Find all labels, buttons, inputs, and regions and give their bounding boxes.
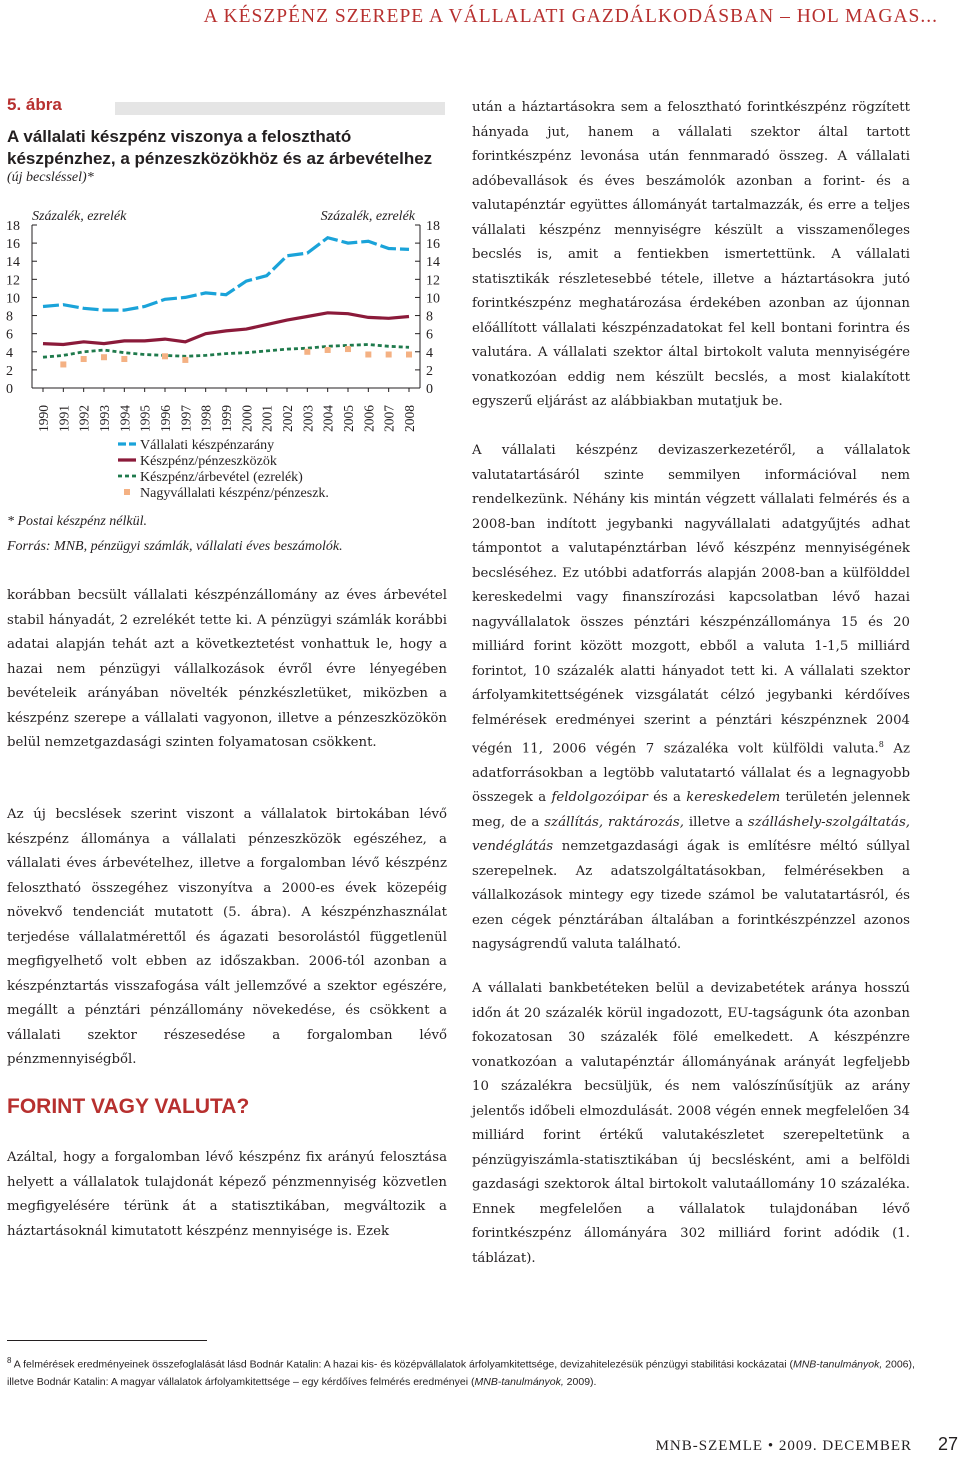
x-tick-label: 1991 [56,405,72,432]
footnote-rule [7,1340,207,1341]
y-tick-label-right: 12 [426,273,440,289]
x-tick-label: 1996 [158,405,173,432]
x-tick-label: 2005 [341,405,356,432]
legend-entry: Készpénz/árbevétel (ezrelék) [140,470,303,485]
journal-footer: MNB-SZEMLE • 2009. DECEMBER [655,1438,912,1454]
x-tick-label: 2006 [361,405,377,432]
left-paragraph-3: Azáltal, hogy a forgalomban lévő készpénz fix arányú felosztása helyett a vállalatok tulajdonát képező pénzmennyiség közvetlen megfigyelésére térünk át a statisztikában, megváltozik a háztartásoknál kimutatott készpénz mennyisége is. Ezek [7,1150,447,1239]
x-tick-label: 1995 [137,405,153,432]
x-tick-label: 2001 [259,405,275,432]
y-tick-label-right: 16 [426,237,440,253]
series-4-point [406,351,412,357]
left-paragraph-1: korábban becsült vállalati készpénzállomány az éves árbevétel stabil hányadát, 2 ezrelékét tette ki. A pénzügyi számlák korábbi adatai alapján tehát azt a következtetést vonhattuk le, hogy a hazai nem pénzügyi vállalkozások évről évre lényegében bevételeik arányában növelték pénzkészletüket, miközben a készpénz szerepe a vállalati vagyonon, illetve a pénzeszközökön belül nemzetgazdasági szinten folyamatosan csökkent. [7,588,447,750]
footnote-ref: 8 [878,740,884,749]
x-tick-label: 2007 [381,405,397,432]
series-4-point [101,354,107,360]
series-2-line [43,313,409,345]
figure-title: A vállalati készpénz viszonya a felosztható készpénzhez, a pénzeszközökhöz és az árbevételhez [7,127,433,168]
series-4-point [162,353,168,359]
x-tick-label: 1994 [117,405,133,432]
x-tick-label: 2002 [280,405,295,432]
y-axis-label-right: Százalék, ezrelék [320,209,415,224]
y-tick-label-left: 0 [6,382,13,397]
y-tick-label-right: 18 [426,219,440,234]
x-tick-label: 1998 [198,405,214,432]
x-tick-label: 2003 [300,405,316,432]
y-tick-label-left: 10 [6,291,20,307]
y-tick-label-right: 14 [426,255,440,271]
y-tick-label-left: 18 [6,219,20,234]
right-paragraph-3: A vállalati bankbetéteken belül a devizabetétek aránya hosszú időn át 20 százalék körül ingadozott, EU-tagságunk óta azonban fokozatosan 30 százalék fölé emelkedett. A készpénzre vonatkozóan a valutapénztár állományának arányát legfeljebb 10 százalékra becsüljük, és nem valószínűsítjük az arány jelentős időbeli elmozdulását. 2008 végén ennek megfelelően 34 milliárd forint értékű valutakészletet szerepeltetünk a pénzügyiszámla-statisztikában új becslésként, ami a belföldi gazdasági szektorok által birtokolt valutaállomány 10 százaléka. Ennek megfelelően a vállalatok tulajdonában lévő forintkészpénz állományára 302 milliárd forint adódik (1. táblázat). [472,981,910,1266]
figure-title-bar [115,102,445,115]
y-tick-label-left: 16 [6,237,20,253]
x-tick-label: 1992 [76,405,92,432]
figure-source: Forrás: MNB, pénzügyi számlák, vállalati éves beszámolók. [7,539,343,554]
legend-entry: Vállalati készpénzarány [140,438,275,453]
series-4-point [121,356,127,362]
y-axis-label-left: Százalék, ezrelék [32,209,127,224]
series-4-point [345,346,351,352]
y-tick-label-left: 8 [6,309,13,325]
x-tick-label: 2000 [239,405,255,432]
y-tick-label-left: 12 [6,273,20,289]
page-number: 27 [937,1434,958,1454]
chart-legend [118,438,329,501]
series-4-point [365,351,371,357]
series-3-line [43,345,409,358]
series-4-point [304,349,310,355]
figure-chart [0,198,450,508]
y-tick-label-right: 0 [426,382,433,397]
legend-entry: Készpénz/pénzeszközök [140,454,277,469]
x-tick-label: 1997 [178,405,194,432]
x-tick-label: 2004 [320,405,336,432]
y-tick-label-right: 2 [426,363,433,379]
legend-swatch [124,489,130,495]
right-paragraph-1: után a háztartásokra sem a felosztható forintkészpénz rögzített hányada jut, hanem a vállalati szektor által tartott forintkészpénz levonása után fennmaradó összeg. A vállalati adóbevallások és éves beszámolók azonban a forint- és a valutapénztár együttes állományát tartalmazzák, és erre a teljes vállalati készpénz mennyiségre készült a visszamenőleges becslés is, amit a fentiekben ismertettünk. A vállalati statisztikák részletesebbé tétele, illetve a háztartásokra jutó forintkészpénz meghatározása érdekében azonban az újonnan előállított vállalati készpénzadatokat fel kell bontani forintra és valutára. A vállalati szektor által birtokolt valuta mennyiségére vonatkozóan eddig nem készült becslés, a most kialakított egyszerű eljárást az alábbiakban mutatjuk be. [472,100,910,409]
y-tick-label-left: 14 [6,255,20,271]
x-tick-label: 1990 [36,405,51,432]
right-paragraph-2: A vállalati készpénz devizaszerkezetéről, a vállalatok valutatartásáról szinte semmilyen információval nem rendelkezünk. Néhány kis mintán végzett vállalati felmérés és a 2008-ban indított jegybanki nagyvállalati adatgyűjtés adhat támpontot a valutapénztárban lévő készpénz mennyiségének becsléséhez. Ez utóbbi adatforrás alapján 2008-ban a külfölddel kereskedelmi vagy finanszírozási kapcsolatban lévő hazai nagyvállalatok összes pénztári készpénzállománya 15 és 20 milliárd forint között mozgott, ebből a valuta 1-1,5 milliárd forintot, 10 százalék alatti hányadot tett ki. A vállalati szektor árfolyamkitettségének vizsgálatát célzó jegybanki kérdőíves felmérések eredményei szerint a pénztári készpénznek 2004 végén 11, 2006 végén 7 százaléka volt külföldi valuta.$^8$ Az adatforrásokban a legtöbb valutatartó vállalat és a legnagyobb összegek a feldolgozóipar és a kereskedelem területén jelennek meg, de a szállítás, raktározás, illetve a szálláshely-szolgáltatás, vendéglátás nemzetgazdasági ágak is említésre méltó súllyal szerepelnek. Az adatszolgáltatásokban, felmérésekben a vállalkozások mintegy egy tizede számol be valutatartásról, és ezen cégek pénztárában általában a forintkészpénzzel azonos nagyságrendű valuta található. [472,443,910,953]
left-paragraph-2: Az új becslések szerint viszont a vállalatok birtokában lévő készpénz állománya a vállalati pénzeszközök egészéhez, a vállalati éves árbevételhez, illetve a forgalomban lévő készpénz felosztható összegéhez viszonyítva a 2000-es évek közepéig növekvő tendenciát mutatott (5. ábra). A készpénzhasználat terjedése vállalatmérettől és ágazati besorolástól függetlenül megfigyelhető volt ebben az időszakban. 2006-tól azonban a készpénztartás visszafogása vált jellemzővé a szektor egészére, megállt a pénztári pénzállomány növekedése, és csökkent a vállalati szektor részesedése a forgalomban lévő pénzmennyiségből. [7,807,447,1067]
series-4-point [81,356,87,362]
y-tick-label-left: 4 [6,345,13,361]
series-1-line [43,238,409,310]
series-4-point [386,351,392,357]
y-tick-label-right: 4 [426,345,433,361]
y-tick-label-right: 8 [426,309,433,325]
chart-series [43,238,412,368]
figure-subtitle: (új becsléssel)* [7,170,94,185]
x-tick-label: 2008 [402,405,417,432]
series-4-point [60,361,66,367]
running-header: A KÉSZPÉNZ SZEREPE A VÁLLALATI GAZDÁLKODÁSBAN – HOL MAGAS... [203,6,938,27]
figure-note: * Postai készpénz nélkül. [7,514,147,529]
y-tick-label-right: 6 [426,327,433,343]
figure-number: 5. ábra [7,95,62,114]
y-tick-label-left: 2 [6,363,13,379]
series-4-point [325,347,331,353]
y-tick-label-left: 6 [6,327,13,343]
legend-entry: Nagyvállalati készpénz/pénzeszk. [140,486,329,501]
series-4-point [182,357,188,363]
section-heading: FORINT VAGY VALUTA? [7,1095,250,1118]
y-tick-label-right: 10 [426,291,440,307]
x-tick-label: 1999 [219,405,234,432]
x-tick-label: 1993 [97,405,112,432]
footnote: $^8$ A felmérések eredményeinek összefoglalását lásd Bodnár Katalin: A hazai kis- és középvállalatok árfolyamkitettsége, devizahitelezésük pénzügyi stabilitási kockázatai (MNB-tanulmányok, 2006), illetve Bodnár Katalin: A magyar vállalatok árfolyamkitettsége – egy kérdőíves felmérés eredményei (MNB-tanulmányok, 2009). [7,1356,915,1388]
